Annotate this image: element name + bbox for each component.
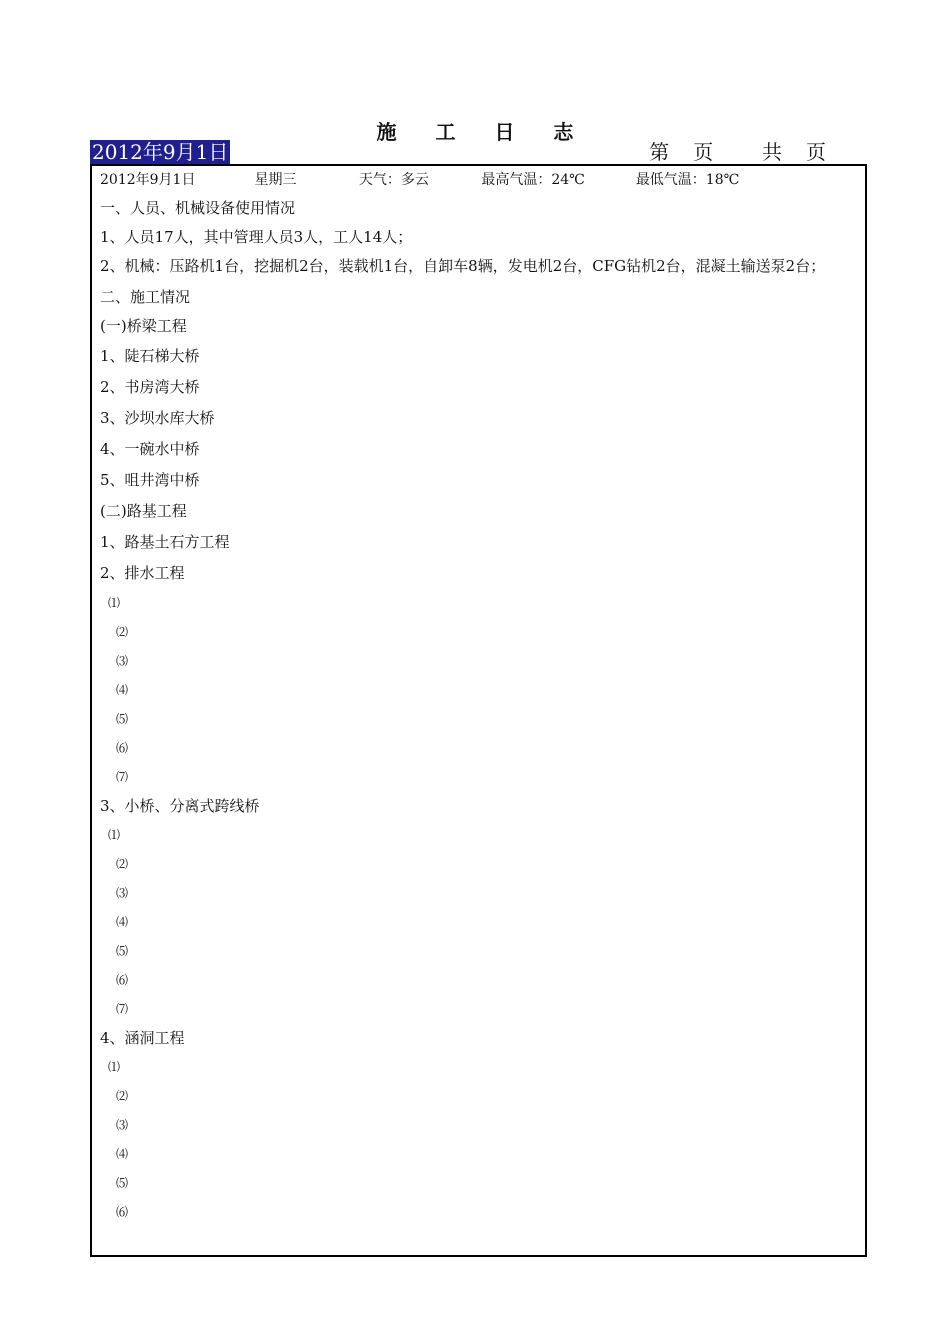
drainage-item[interactable]: ⑷ — [116, 683, 129, 697]
page-title: 施 工 日 志 — [376, 120, 590, 144]
drainage-item[interactable]: ⑺ — [116, 770, 129, 784]
bridge-item[interactable]: 1、陡石梯大桥 — [100, 347, 200, 365]
log-min-temp[interactable]: 最低气温：18℃ — [635, 172, 740, 188]
page-number-label: 第 页 — [649, 140, 716, 164]
log-date[interactable]: 2012年9月1日 — [100, 172, 196, 188]
culvert-heading: 4、涵洞工程 — [100, 1029, 185, 1047]
culvert-item[interactable]: ⑵ — [116, 1089, 129, 1103]
page-counter — [649, 140, 828, 165]
culvert-item[interactable]: ⑴ — [108, 1060, 121, 1074]
selected-date-cell[interactable]: 2012年9月1日 — [92, 140, 229, 164]
small-bridge-item[interactable]: ⑹ — [116, 973, 129, 987]
machinery-line[interactable]: 2、机械：压路机1台，挖掘机2台，装载机1台，自卸车8辆，发电机2台，CFG钻机2台，混凝土输送泵2台； — [100, 257, 826, 275]
small-bridge-heading: 3、小桥、分离式跨线桥 — [100, 797, 260, 815]
personnel-heading: 一、人员、机械设备使用情况 — [100, 199, 296, 217]
total-pages-label: 共 页 — [762, 140, 828, 164]
roadbed-earthwork[interactable]: 1、路基土石方工程 — [100, 533, 230, 551]
personnel-line[interactable]: 1、人员17人，其中管理人员3人，工人14人； — [100, 228, 413, 246]
small-bridge-item[interactable]: ⑷ — [116, 915, 129, 929]
log-header-row — [100, 170, 739, 190]
culvert-item[interactable]: ⑹ — [116, 1205, 129, 1219]
log-weather[interactable]: 天气：多云 — [358, 172, 429, 188]
log-content — [100, 194, 860, 1227]
small-bridge-item[interactable]: ⑵ — [116, 857, 129, 871]
small-bridge-item[interactable]: ⑺ — [116, 1002, 129, 1016]
log-weekday[interactable]: 星期三 — [254, 172, 297, 188]
culvert-item[interactable]: ⑶ — [116, 1118, 129, 1132]
culvert-item[interactable]: ⑷ — [116, 1147, 129, 1161]
bridge-item[interactable]: 5、咀井湾中桥 — [100, 471, 200, 489]
drainage-item[interactable]: ⑴ — [108, 596, 121, 610]
small-bridge-item[interactable]: ⑸ — [116, 944, 129, 958]
bridge-item[interactable]: 4、一碗水中桥 — [100, 440, 200, 458]
drainage-item[interactable]: ⑵ — [116, 625, 129, 639]
small-bridge-item[interactable]: ⑶ — [116, 886, 129, 900]
culvert-item[interactable]: ⑸ — [116, 1176, 129, 1190]
roadbed-heading: (二)路基工程 — [100, 502, 187, 520]
small-bridge-item[interactable]: ⑴ — [108, 828, 121, 842]
bridge-heading: (一)桥梁工程 — [100, 317, 187, 335]
drainage-item[interactable]: ⑸ — [116, 712, 129, 726]
drainage-item[interactable]: ⑶ — [116, 654, 129, 668]
drainage-heading: 2、排水工程 — [100, 564, 185, 582]
log-table — [90, 164, 867, 1257]
log-max-temp[interactable]: 最高气温：24℃ — [481, 172, 585, 188]
construction-heading: 二、施工情况 — [100, 288, 191, 306]
drainage-item[interactable]: ⑹ — [116, 741, 129, 755]
bridge-item[interactable]: 2、书房湾大桥 — [100, 378, 200, 396]
bridge-item[interactable]: 3、沙坝水库大桥 — [100, 409, 215, 427]
